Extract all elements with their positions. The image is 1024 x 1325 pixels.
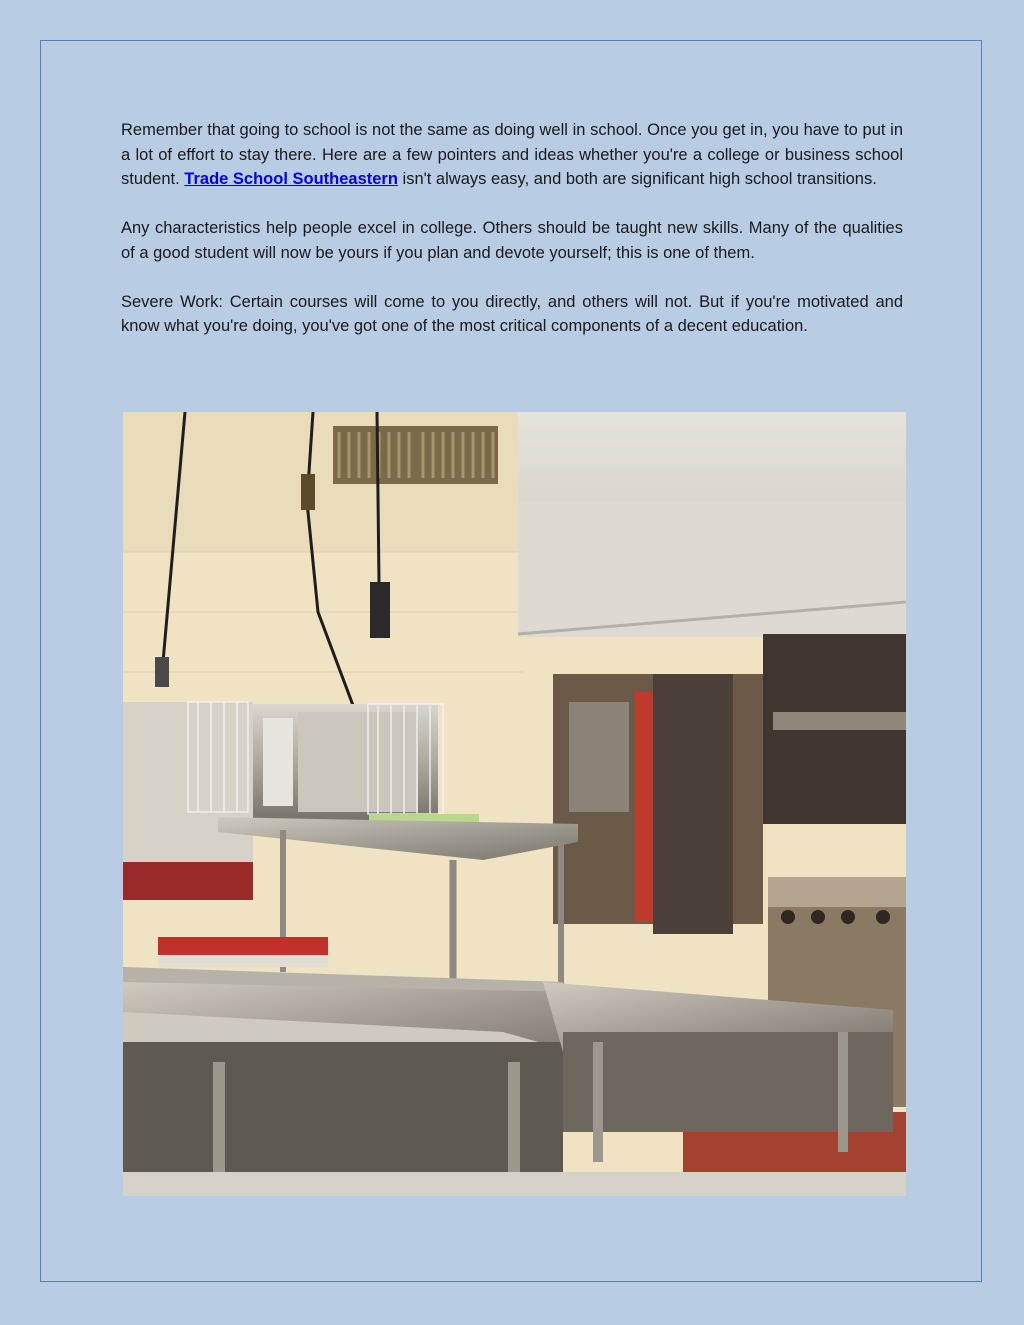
kitchen-illustration (123, 412, 906, 1196)
article-text (121, 118, 903, 363)
paragraph-3: Severe Work: Certain courses will come to you directly, and others will not. But if you're motivated and know what you're doing, you've got one of the most critical components of a decent education. (121, 292, 903, 335)
paragraph-1-text-start: Remember that going to school is not the same as doing well in school. Once you get in, you have to put in a lot of effort to stay there. Here are a few pointers and ideas whether you're a college or business school student. (121, 121, 903, 188)
paragraph-1 (121, 118, 903, 192)
paragraph-2: Any characteristics help people excel in college. Others should be taught new skills. Many of the qualities of a good student will now be yours if you plan and devote yourself; this is one of them. (121, 219, 903, 262)
kitchen-photo (123, 412, 906, 1196)
paragraph-1-text-end: isn't always easy, and both are significant high school transitions. (397, 170, 877, 188)
trade-school-link[interactable]: Trade School Southeastern (184, 170, 398, 188)
